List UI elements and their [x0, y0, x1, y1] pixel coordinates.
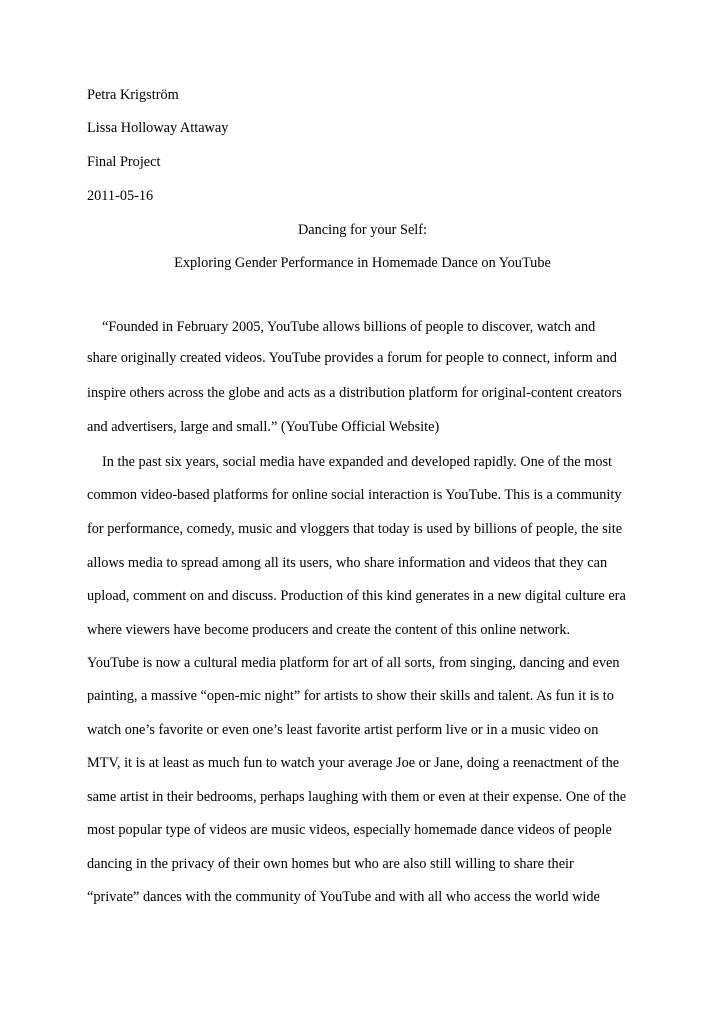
body-line: painting, a massive “open-mic night” for artists to show their skills and talent. As fun it is to	[87, 688, 614, 704]
body-line: watch one’s favorite or even one’s least favorite artist perform live or in a music video on	[87, 722, 599, 738]
body-line: share originally created videos. YouTube provides a forum for people to connect, inform and	[87, 350, 617, 366]
body-line: YouTube is now a cultural media platform for art of all sorts, from singing, dancing and even	[87, 655, 620, 671]
body-line: “private” dances with the community of YouTube and with all who access the world wide	[87, 889, 600, 905]
body-line: same artist in their bedrooms, perhaps laughing with them or even at their expense. One of the	[87, 789, 627, 805]
title-line: Dancing for your Self:	[297, 222, 428, 238]
body-line: and advertisers, large and small.” (YouTube Official Website)	[87, 419, 440, 435]
body-line: inspire others across the globe and acts as a distribution platform for original-content creators	[87, 385, 622, 401]
body-line: most popular type of videos are music videos, especially homemade dance videos of people	[87, 822, 612, 838]
body-line: for performance, comedy, music and vloggers that today is used by billions of people, the site	[87, 521, 623, 537]
subtitle-line: Exploring Gender Performance in Homemade Dance on YouTube	[174, 255, 551, 271]
body-line: “Founded in February 2005, YouTube allows billions of people to discover, watch and	[102, 319, 596, 335]
author-name: Petra Krigström	[87, 87, 179, 103]
body-line: where viewers have become producers and create the content of this online network.	[87, 622, 571, 638]
body-line: dancing in the privacy of their own homes but who are also still willing to share their	[87, 856, 574, 872]
course-name: Final Project	[87, 154, 161, 170]
body-line: MTV, it is at least as much fun to watch your average Joe or Jane, doing a reenactment of the	[87, 755, 620, 771]
instructor-name: Lissa Holloway Attaway	[87, 120, 229, 136]
document-date: 2011-05-16	[87, 188, 154, 204]
body-line: common video-based platforms for online social interaction is YouTube. This is a community	[87, 487, 622, 503]
body-line: allows media to spread among all its users, who share information and videos that they can	[87, 555, 608, 571]
body-line: In the past six years, social media have expanded and developed rapidly. One of the most	[102, 454, 613, 470]
body-line: upload, comment on and discuss. Production of this kind generates in a new digital culture era	[87, 588, 626, 604]
